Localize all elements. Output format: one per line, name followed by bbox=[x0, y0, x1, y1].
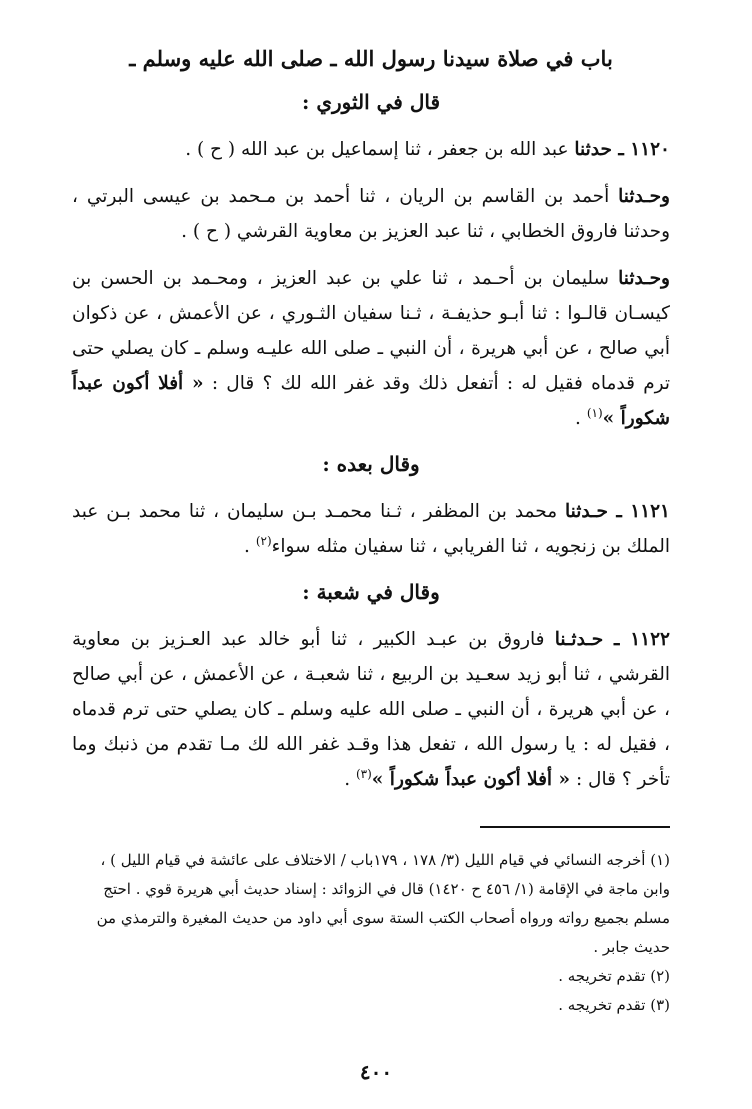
hadith-lead: ١١٢١ ـ حـدثنا bbox=[565, 501, 670, 522]
footnotes bbox=[72, 846, 670, 1020]
section-label-after: وقال بعده : bbox=[322, 452, 420, 476]
hadith-lead: وحـدثنا bbox=[618, 186, 670, 207]
hadith-quote: « أفلا أكون عبداً شكوراً » bbox=[72, 373, 670, 429]
footnote-2: (٢) تقدم تخريجه . bbox=[558, 967, 670, 985]
section-label-shuba: وقال في شعبة : bbox=[302, 580, 440, 604]
hadith-quote: « أفلا أكون عبداً شكوراً » bbox=[371, 769, 571, 790]
footnote-divider bbox=[480, 826, 670, 828]
chapter-heading: باب في صلاة سيدنا رسول الله ـ صلى الله عليه وسلم ـ bbox=[129, 46, 613, 71]
section-label-thawri: قال في الثوري : bbox=[301, 90, 441, 114]
page-number: ٤٠٠ bbox=[359, 1060, 393, 1084]
hadith-text: أحمد بن القاسم بن الريان ، ثنا أحمد بن مـحمد بن عيسى البرتي ، وحدثنا فاروق الخطابي ، ثنا عبد العزيز بن معاوية القرشي ( ح ) . bbox=[72, 186, 670, 242]
hadith-tail: . bbox=[244, 536, 256, 557]
hadith-1120 bbox=[72, 132, 670, 167]
hadith-lead: ١١٢٠ ـ حدثنا bbox=[574, 139, 670, 160]
hadith-tail: . bbox=[344, 769, 356, 790]
hadith-chain-3 bbox=[72, 261, 670, 436]
footnote-ref-2[interactable]: (٢) bbox=[255, 533, 272, 548]
footnote-ref-3[interactable]: (٣) bbox=[355, 766, 372, 781]
hadith-text: محمد بن المظفر ، ثـنا محمـد بـن سليمان ، ثنا محمد بـن عبد الملك بن زنجويه ، ثنا الفريابي ، ثنا سفيان مثله سواء bbox=[72, 501, 670, 557]
hadith-lead: ١١٢٢ ـ حـدثـنا bbox=[554, 629, 670, 650]
hadith-tail: . bbox=[575, 408, 587, 429]
hadith-text: فاروق بن عبـد الكبير ، ثنا أبو خالد عبد العـزيز بن معاوية القرشي ، ثنا أبو زيد سعـيد بن الربيع ، ثنا شعبـة ، عن الأعمش ، عن أبي صالح ، عن أبي هريرة ، أن النبي ـ صلى الله عليه وسلم ـ كان يصلي حتى ترم قدماه ، فقيل له : يا رسول الله ، تفعل هذا وقـد غفر الله لك مـا تقدم من ذنبك وما تأخر ؟ قال : bbox=[72, 629, 670, 790]
footnote-1: (١) أخرجه النسائي في قيام الليل (٣/ ١٧٨ ، ١٧٩باب / الاختلاف على عائشة في قيام الليل ) ، وابن ماجة في الإقامة (١/ ٤٥٦ ح ١٤٢٠) قال في الزوائد : إسناد حديث أبي هريرة قوي . احتج مسلم بجميع رواته ورواه أصحاب الكتب الستة سوى أبي داود من حديث المغيرة والترمذي من حديث جابر . bbox=[96, 851, 670, 956]
hadith-1121 bbox=[72, 494, 670, 564]
footnote-3: (٣) تقدم تخريجه . bbox=[558, 996, 670, 1014]
hadith-text: سليمان بن أحـمد ، ثنا علي بن عبد العزيز ، ومحـمد بن الحسن بن كيسـان قالـوا : ثنا أبـو حذيفـة ، ثـنا سفيان الثـوري ، عن الأعمش ، عن ذكوان أبي صالح ، عن أبي هريرة ، أن النبي ـ صلى الله عليـه وسلم ـ كان يصلي حتى ترم قدماه فقيل له : أتفعل ذلك وقد غفر الله لك ؟ قال : bbox=[72, 268, 671, 394]
page-body bbox=[72, 36, 670, 809]
hadith-text: عبد الله بن جعفر ، ثنا إسماعيل بن عبد الله ( ح ) . bbox=[185, 139, 575, 160]
hadith-chain-2 bbox=[72, 179, 670, 249]
hadith-lead: وحـدثنا bbox=[618, 268, 670, 289]
hadith-1122 bbox=[72, 622, 670, 797]
footnote-ref-1[interactable]: (١) bbox=[586, 405, 603, 420]
